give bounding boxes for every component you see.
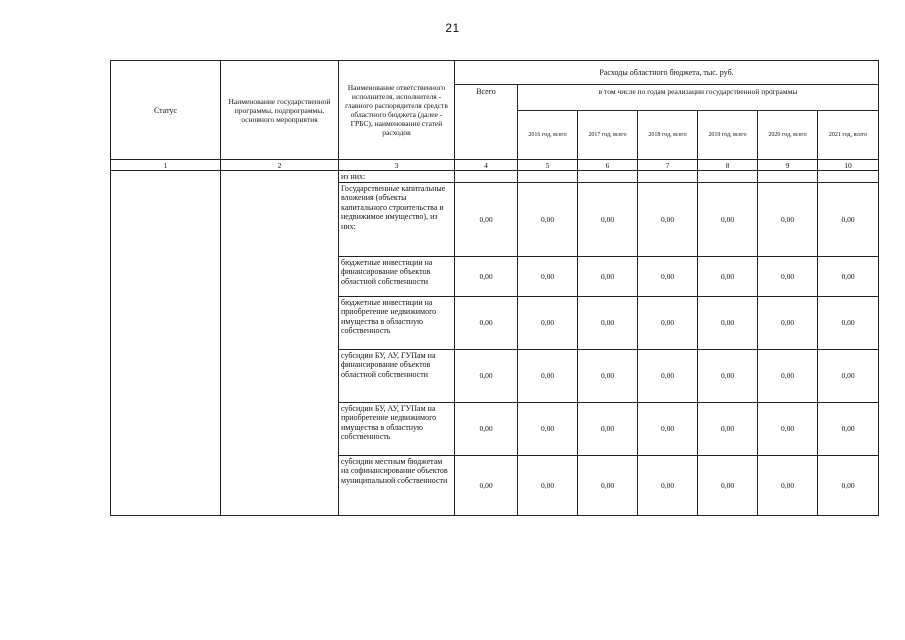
value-cell: 0,00 xyxy=(518,296,578,349)
header-year: 2021 год, всего xyxy=(818,111,879,160)
program-name-cell xyxy=(221,182,339,256)
value-cell: 0,00 xyxy=(455,455,518,515)
value-cell: 0,00 xyxy=(698,402,758,455)
value-cell: 0,00 xyxy=(758,349,818,402)
header-responsible: Наименование ответственного исполнителя, исполнителя - главного распорядителя средств областного бюджета (далее - ГРБС), наименование статей расходов xyxy=(339,61,455,160)
program-name-cell xyxy=(221,171,339,183)
column-number-row xyxy=(111,160,879,171)
value-cell: 0,00 xyxy=(698,349,758,402)
table-body xyxy=(111,171,879,516)
value-cell: 0,00 xyxy=(578,256,638,296)
value-cell xyxy=(638,171,698,183)
header-including: в том числе по годам реализации государственной программы xyxy=(518,85,879,111)
value-cell xyxy=(758,171,818,183)
row-label: субсидии БУ, АУ, ГУПам на финансирование объектов областной собственности xyxy=(339,349,455,402)
status-cell xyxy=(111,296,221,349)
value-cell: 0,00 xyxy=(638,349,698,402)
table-row xyxy=(111,349,879,402)
value-cell: 0,00 xyxy=(758,402,818,455)
value-cell: 0,00 xyxy=(638,256,698,296)
column-number: 10 xyxy=(818,160,879,171)
value-cell: 0,00 xyxy=(518,182,578,256)
value-cell: 0,00 xyxy=(638,182,698,256)
value-cell: 0,00 xyxy=(818,182,879,256)
column-number: 2 xyxy=(221,160,339,171)
table-row xyxy=(111,256,879,296)
column-number: 5 xyxy=(518,160,578,171)
page-number: 21 xyxy=(445,21,460,35)
value-cell: 0,00 xyxy=(758,455,818,515)
header-total: Всего xyxy=(455,85,518,160)
header-year: 2018 год, всего xyxy=(638,111,698,160)
value-cell: 0,00 xyxy=(578,455,638,515)
table-row xyxy=(111,171,879,183)
header-expenses: Расходы областного бюджета, тыс. руб. xyxy=(455,61,879,85)
column-number: 4 xyxy=(455,160,518,171)
value-cell xyxy=(518,171,578,183)
value-cell: 0,00 xyxy=(518,455,578,515)
column-number: 3 xyxy=(339,160,455,171)
status-cell xyxy=(111,182,221,256)
value-cell: 0,00 xyxy=(698,455,758,515)
row-label: субсидии местным бюджетам на софинансирование объектов муниципальной собственности xyxy=(339,455,455,515)
table-row xyxy=(111,296,879,349)
row-label: бюджетные инвестиции на приобретение недвижимого имущества в областную собственность xyxy=(339,296,455,349)
row-label: Государственные капитальные вложения (объекты капитального строительства и недвижимое имущество), из них: xyxy=(339,182,455,256)
value-cell xyxy=(455,171,518,183)
value-cell: 0,00 xyxy=(638,402,698,455)
value-cell: 0,00 xyxy=(818,402,879,455)
value-cell: 0,00 xyxy=(818,349,879,402)
table-row xyxy=(111,455,879,515)
row-label: бюджетные инвестиции на финансирование объектов областной собственности xyxy=(339,256,455,296)
value-cell: 0,00 xyxy=(578,296,638,349)
value-cell xyxy=(698,171,758,183)
value-cell: 0,00 xyxy=(638,455,698,515)
table-row xyxy=(111,402,879,455)
header-year: 2019 год, всего xyxy=(698,111,758,160)
program-name-cell xyxy=(221,455,339,515)
value-cell: 0,00 xyxy=(455,349,518,402)
column-number: 6 xyxy=(578,160,638,171)
status-cell xyxy=(111,455,221,515)
status-cell xyxy=(111,402,221,455)
program-name-cell xyxy=(221,256,339,296)
value-cell: 0,00 xyxy=(578,402,638,455)
column-number: 8 xyxy=(698,160,758,171)
column-number: 1 xyxy=(111,160,221,171)
value-cell: 0,00 xyxy=(698,256,758,296)
value-cell: 0,00 xyxy=(698,182,758,256)
status-cell xyxy=(111,256,221,296)
value-cell: 0,00 xyxy=(578,182,638,256)
table-row xyxy=(111,182,879,256)
value-cell: 0,00 xyxy=(818,256,879,296)
column-number: 9 xyxy=(758,160,818,171)
program-name-cell xyxy=(221,349,339,402)
column-number: 7 xyxy=(638,160,698,171)
value-cell xyxy=(578,171,638,183)
value-cell: 0,00 xyxy=(518,256,578,296)
value-cell: 0,00 xyxy=(455,256,518,296)
header-program-name: Наименование государственной программы, подпрограммы, основного мероприятия xyxy=(221,61,339,160)
value-cell: 0,00 xyxy=(455,296,518,349)
program-name-cell xyxy=(221,402,339,455)
table-header xyxy=(111,61,879,171)
header-year: 2016 год, всего xyxy=(518,111,578,160)
value-cell: 0,00 xyxy=(518,402,578,455)
value-cell: 0,00 xyxy=(758,182,818,256)
status-cell xyxy=(111,349,221,402)
value-cell: 0,00 xyxy=(638,296,698,349)
budget-table xyxy=(110,60,879,516)
value-cell: 0,00 xyxy=(518,349,578,402)
value-cell: 0,00 xyxy=(698,296,758,349)
value-cell: 0,00 xyxy=(818,455,879,515)
value-cell: 0,00 xyxy=(578,349,638,402)
value-cell: 0,00 xyxy=(758,296,818,349)
row-label: субсидии БУ, АУ, ГУПам на приобретение недвижимого имущества в областную собственность xyxy=(339,402,455,455)
program-name-cell xyxy=(221,296,339,349)
header-year: 2020 год, всего xyxy=(758,111,818,160)
value-cell: 0,00 xyxy=(818,296,879,349)
value-cell: 0,00 xyxy=(758,256,818,296)
value-cell: 0,00 xyxy=(455,402,518,455)
header-status: Статус xyxy=(111,61,221,160)
row-label: из них: xyxy=(339,171,455,183)
value-cell xyxy=(818,171,879,183)
status-cell xyxy=(111,171,221,183)
value-cell: 0,00 xyxy=(455,182,518,256)
header-year: 2017 год, всего xyxy=(578,111,638,160)
